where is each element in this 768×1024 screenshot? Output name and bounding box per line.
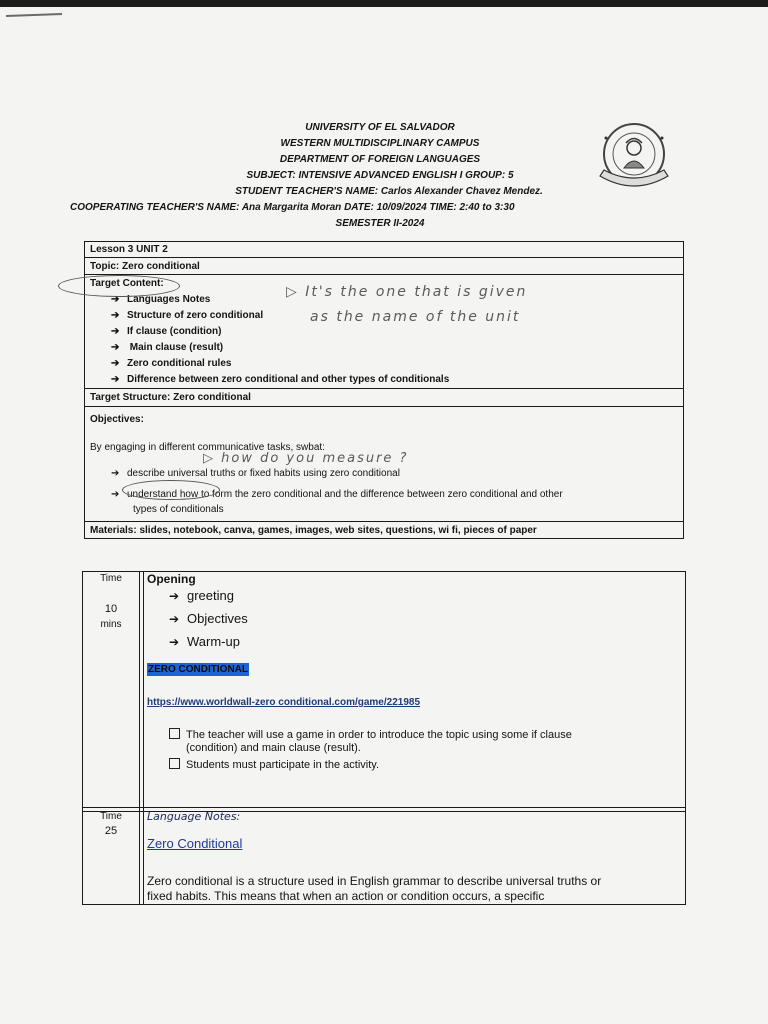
header-department: DEPARTMENT OF FOREIGN LANGUAGES	[279, 154, 481, 165]
table-divider	[83, 807, 685, 808]
arrow-icon: ➔	[169, 589, 180, 603]
lesson-plan-table	[82, 571, 686, 905]
zero-conditional-heading: ZERO CONDITIONAL	[148, 664, 248, 675]
arrow-icon: ➔	[111, 358, 120, 369]
target-content-item: ➔ Zero conditional rules	[111, 358, 232, 369]
arrow-icon: ➔	[111, 294, 120, 305]
topic-row	[85, 258, 683, 275]
time-unit: mins	[100, 619, 122, 630]
header-semester: SEMESTER II-2024	[335, 218, 425, 229]
arrow-icon: ➔	[111, 489, 120, 500]
list-item: ➔ Objectives	[169, 611, 248, 626]
table-divider	[143, 572, 144, 904]
handwritten-note: ▷ how do you measure ?	[203, 451, 409, 466]
objective-item: ➔ describe universal truths or fixed habits using zero conditional	[111, 468, 400, 479]
opening-title: Opening	[147, 572, 196, 586]
document-header	[70, 120, 660, 232]
arrow-icon: ➔	[111, 326, 120, 337]
checkbox-icon	[169, 728, 180, 739]
university-seal-icon	[596, 116, 672, 198]
arrow-icon: ➔	[111, 374, 120, 385]
arrow-icon: ➔	[169, 635, 180, 649]
header-student-teacher: STUDENT TEACHER'S NAME: Carlos Alexander Chavez Mendez.	[235, 186, 543, 197]
target-content-label: Target Content:	[90, 278, 164, 289]
target-content-item: ➔ Main clause (result)	[111, 342, 224, 353]
checklist-item: Students must participate in the activity.	[169, 758, 677, 772]
activity-checklist	[169, 728, 677, 772]
header-university: UNIVERSITY OF EL SALVADOR	[305, 122, 455, 133]
time-label: Time	[100, 573, 122, 584]
list-item: ➔ greeting	[169, 588, 234, 603]
language-notes-title: Language Notes:	[147, 810, 241, 823]
explanation-paragraph: Zero conditional is a structure used in English grammar to describe universal truths or fixed habits. This means that when an action or condition occurs, a specific	[147, 874, 602, 903]
objective-item-continued: types of conditionals	[133, 504, 224, 515]
header-campus: WESTERN MULTIDISCIPLINARY CAMPUS	[280, 138, 480, 149]
target-content-item: ➔ Difference between zero conditional and other types of conditionals	[111, 374, 450, 385]
list-item: ➔ Warm-up	[169, 634, 240, 649]
target-structure-row	[85, 389, 683, 407]
objective-item: ➔ understand how to form the zero conditional and the difference between zero conditional and other	[111, 489, 563, 500]
opening-list	[169, 588, 248, 657]
handwritten-note: ▷ It's the one that is given	[286, 284, 528, 300]
arrow-icon: ➔	[111, 310, 120, 321]
game-link[interactable]: https://www.worldwall-zero conditional.com/game/221985	[147, 697, 421, 708]
lesson-unit: Lesson 3 UNIT 2	[90, 244, 168, 255]
pen-circle-mark	[58, 275, 180, 297]
pen-circle-mark	[122, 480, 220, 500]
time-minutes: 10	[104, 603, 118, 615]
lesson-unit-row	[85, 242, 683, 258]
materials: Materials: slides, notebook, canva, games, images, web sites, questions, wi fi, pieces of paper	[90, 525, 537, 536]
materials-row	[85, 522, 683, 538]
pen-scratch-mark	[6, 13, 62, 17]
zero-conditional-title: Zero Conditional	[147, 836, 243, 851]
topic: Topic: Zero conditional	[90, 261, 200, 272]
target-structure: Target Structure: Zero conditional	[90, 392, 251, 403]
checklist-item-continued: (condition) and main clause (result).	[186, 742, 361, 754]
arrow-icon: ➔	[169, 612, 180, 626]
target-content-item: ➔ Languages Notes	[111, 294, 211, 305]
time-label: Time	[100, 811, 122, 822]
arrow-icon: ➔	[111, 468, 120, 479]
arrow-icon: ➔	[111, 342, 120, 353]
target-content-item: ➔ If clause (condition)	[111, 326, 222, 337]
objectives-intro: By engaging in different communicative tasks, swbat:	[90, 442, 325, 453]
table-divider	[139, 572, 140, 904]
checkbox-icon	[169, 758, 180, 769]
scan-top-edge	[0, 0, 768, 7]
checklist-item: The teacher will use a game in order to introduce the topic using some if clause	[169, 728, 677, 742]
target-content-item: ➔ Structure of zero conditional	[111, 310, 264, 321]
objectives-label: Objectives:	[90, 414, 144, 425]
handwritten-note: as the name of the unit	[310, 309, 521, 325]
header-subject: SUBJECT: INTENSIVE ADVANCED ENGLISH I GROUP: 5	[246, 170, 514, 181]
header-cooperating-teacher: COOPERATING TEACHER'S NAME: Ana Margarita Moran DATE: 10/09/2024 TIME: 2:40 to 3:30	[70, 202, 515, 213]
time-minutes: 25	[104, 825, 118, 837]
